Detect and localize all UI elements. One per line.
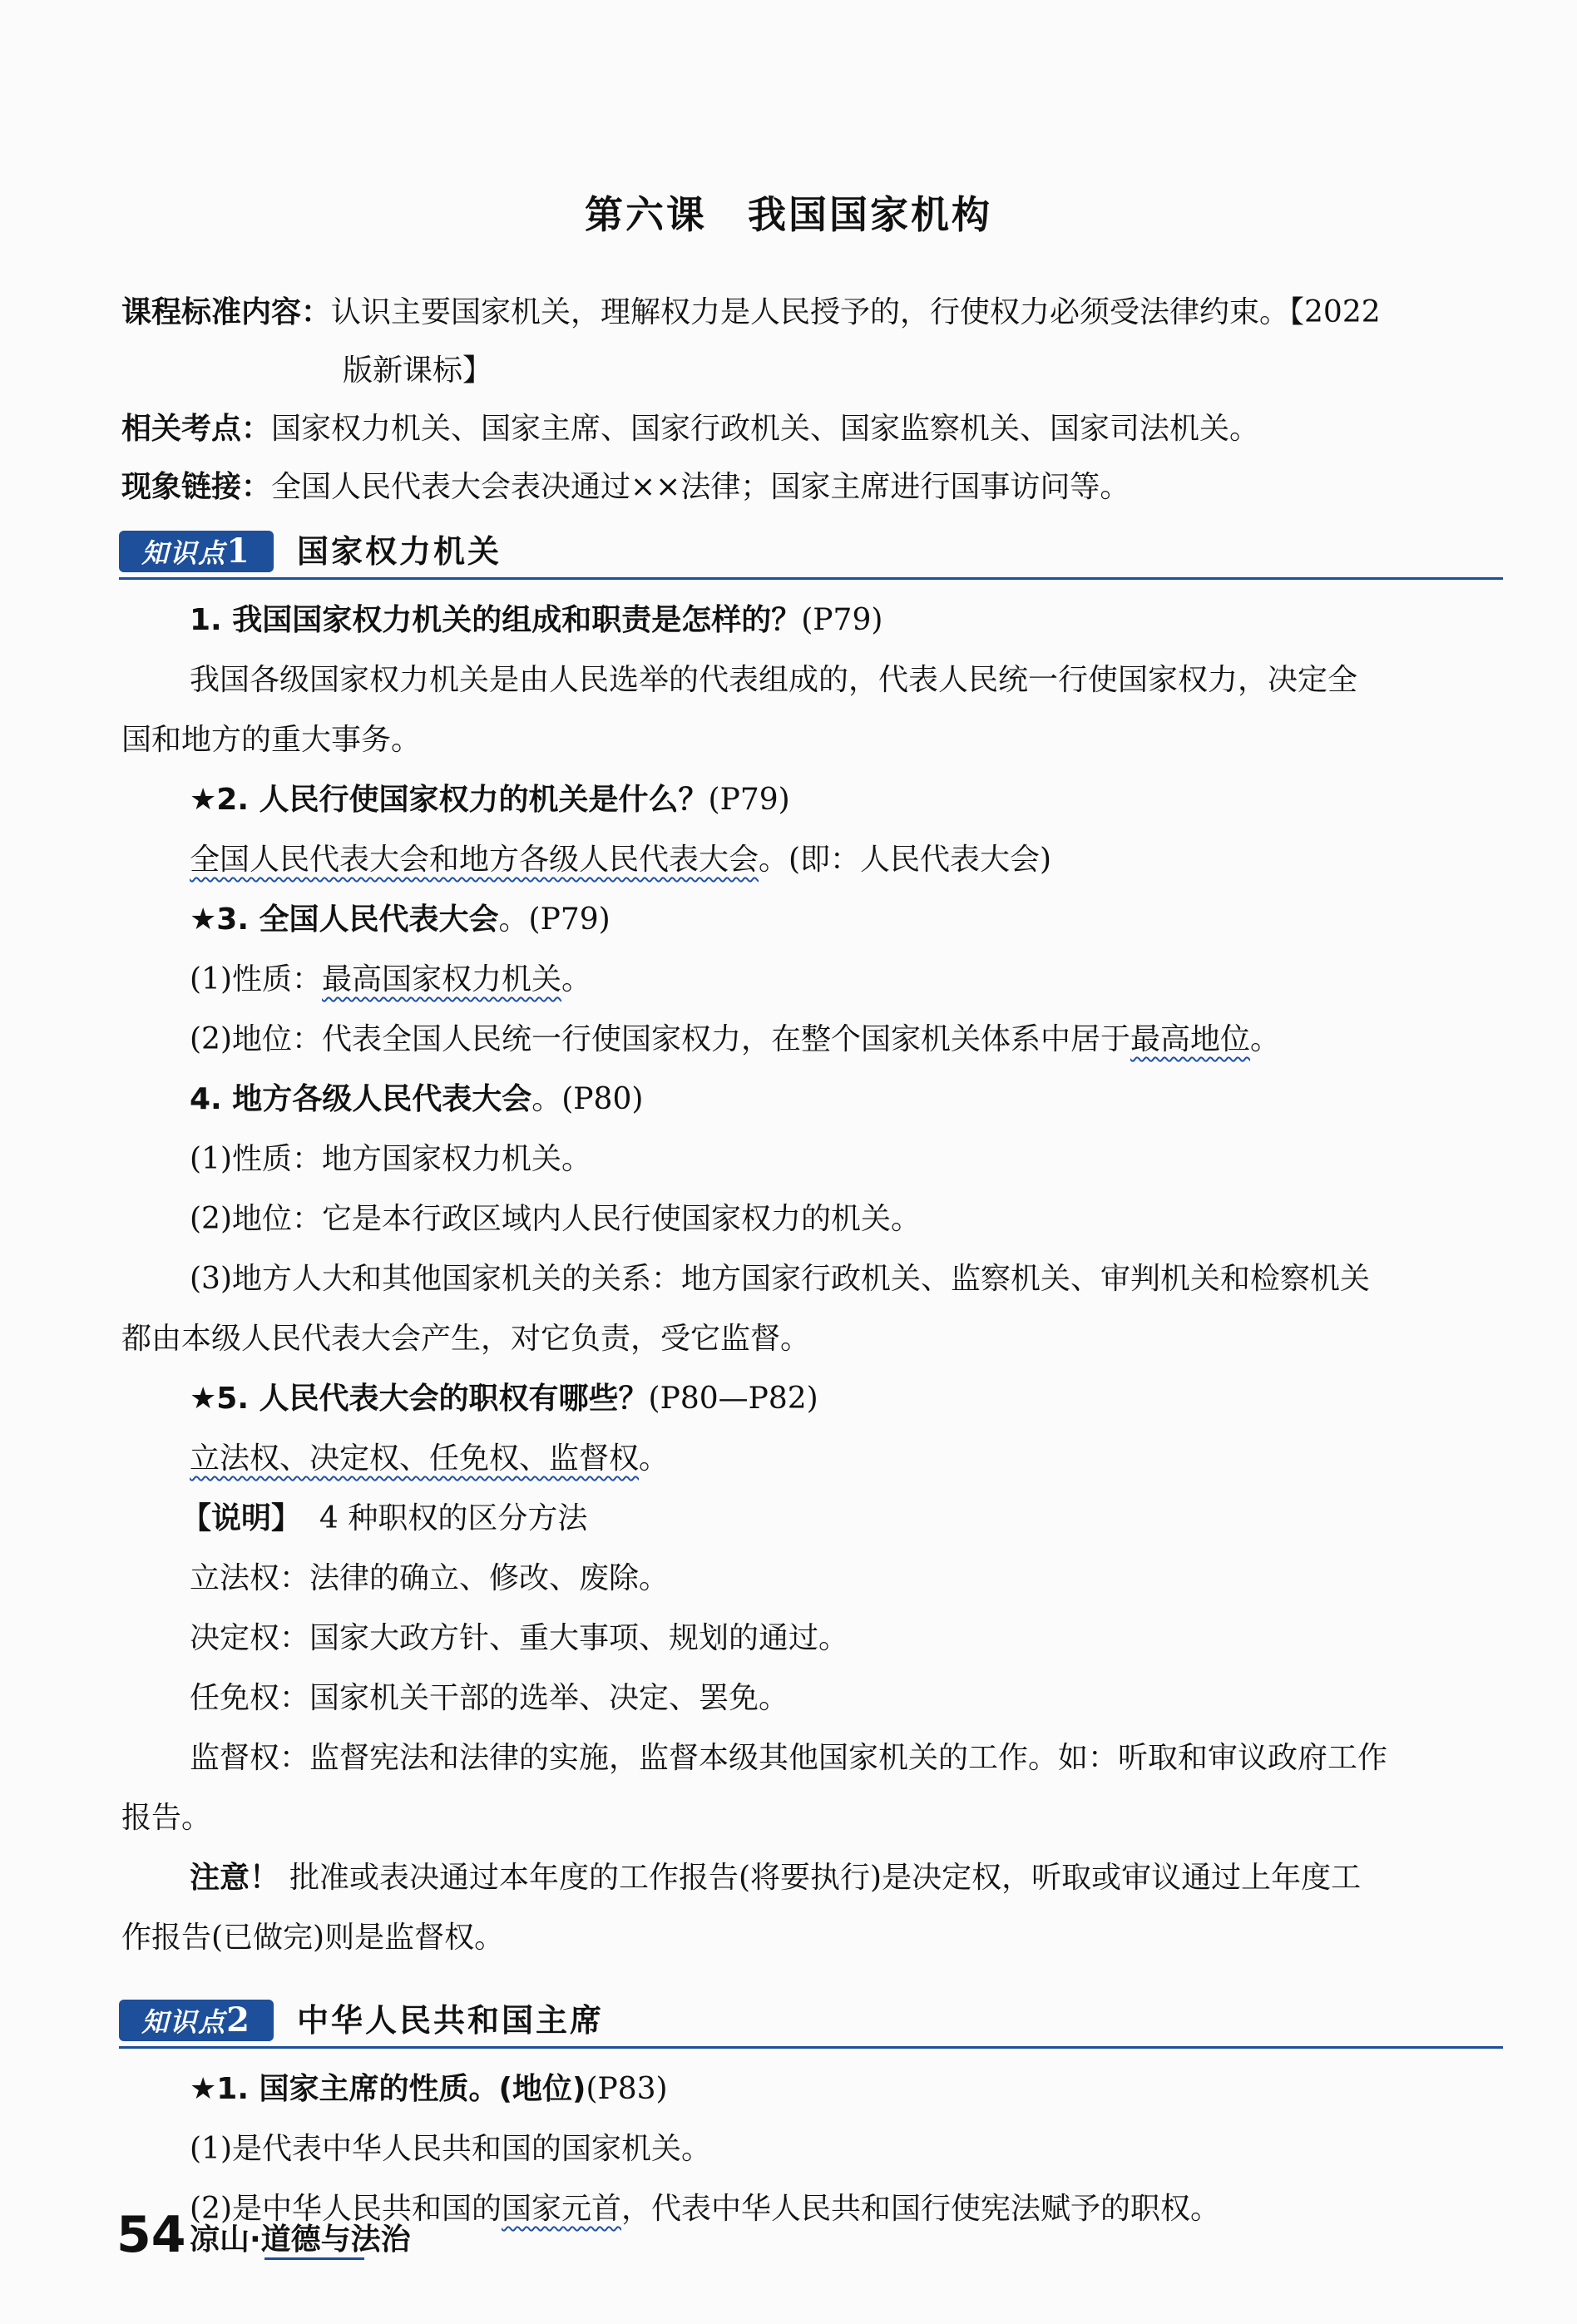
section1-rule [119, 577, 1503, 580]
s1-note: 【说明】 4 种职权的区分方法 [181, 1501, 588, 1535]
s1-a1-line1: 我国各级国家权力机关是由人民选举的代表组成的，代表人民统一行使国家权力，决定全 [190, 663, 1358, 697]
section2-rule [119, 2046, 1503, 2049]
s1-q4: 4. 地方各级人民代表大会。(P80) [190, 1082, 644, 1116]
section2-heading [119, 2000, 1503, 2045]
section1-heading [119, 531, 1503, 576]
footer-underline [264, 2257, 364, 2260]
exam-text: 国家权力机关、国家主席、国家行政机关、国家监察机关、国家司法机关。 [271, 412, 1260, 446]
s1-a3-1: (1)性质：最高国家权力机关。 [190, 962, 592, 996]
exam-line [121, 411, 1259, 447]
link-label: 现象链接： [121, 470, 272, 504]
s1-a4-1: (1)性质：地方国家权力机关。 [190, 1142, 591, 1176]
s2-a1-1: (1)是代表中华人民共和国的国家机关。 [190, 2132, 711, 2166]
link-line [121, 469, 1130, 506]
s2-a1-2: (2)是中华人民共和国的国家元首，代表中华人民共和国行使宪法赋予的职权。 [190, 2192, 1221, 2226]
s1-q3: ★3. 全国人民代表大会。(P79) [190, 902, 611, 937]
s1-attention-line1: 注意！ 批准或表决通过本年度的工作报告(将要执行)是决定权，听取或审议通过上年度工 [190, 1861, 1362, 1895]
s1-a4-3-line1: (3)地方人大和其他国家机关的关系：地方国家行政机关、监察机关、审判机关和检察机关 [190, 1262, 1370, 1296]
s1-note-3: 任免权：国家机关干部的选举、决定、罢免。 [190, 1681, 789, 1715]
s1-a3-2: (2)地位：代表全国人民统一行使国家权力，在整个国家机关体系中居于最高地位。 [190, 1022, 1281, 1056]
s1-q2: ★2. 人民行使国家权力的机关是什么？(P79) [190, 783, 790, 817]
s1-a2: 全国人民代表大会和地方各级人民代表大会。(即：人民代表大会) [190, 843, 1052, 877]
section1-title: 国家权力机关 [297, 533, 502, 570]
section1-badge: 知识点1 [119, 531, 274, 572]
s1-a4-2: (2)地位：它是本行政区域内人民行使国家权力的机关。 [190, 1202, 921, 1236]
s2-q1: ★1. 国家主席的性质。(地位)(P83) [190, 2072, 668, 2106]
s1-a1-line2: 国和地方的重大事务。 [121, 723, 422, 757]
link-text: 全国人民代表大会表决通过××法律；国家主席进行国事访问等。 [271, 470, 1130, 504]
exam-label: 相关考点： [121, 412, 272, 446]
standard-label: 课程标准内容： [121, 295, 332, 329]
s1-note-1: 立法权：法律的确立、修改、废除。 [190, 1561, 670, 1595]
s1-q1: 1. 我国国家权力机关的组成和职责是怎样的？(P79) [190, 603, 883, 637]
s1-attention-line2: 作报告(已做完)则是监督权。 [121, 1921, 505, 1955]
s1-note-4-line1: 监督权：监督宪法和法律的实施，监督本级其他国家机关的工作。如：听取和审议政府工作 [190, 1741, 1388, 1775]
s1-note-2: 决定权：国家大政方针、重大事项、规划的通过。 [190, 1621, 849, 1655]
book-name: 凉山·道德与法治 [190, 2223, 411, 2257]
page-title: 第六课 我国国家机构 [585, 192, 992, 237]
s1-q5: ★5. 人民代表大会的职权有哪些？(P80—P82) [190, 1382, 818, 1416]
s1-a5: 立法权、决定权、任免权、监督权。 [190, 1441, 670, 1476]
section2-title: 中华人民共和国主席 [297, 2002, 605, 2039]
standard-line [121, 294, 1381, 331]
page-number: 54 [116, 2206, 186, 2264]
standard-text-cont: 版新课标】 [343, 354, 493, 388]
section2-badge: 知识点2 [119, 2000, 274, 2041]
s1-note-4-line2: 报告。 [121, 1801, 212, 1835]
standard-text: 认识主要国家机关，理解权力是人民授予的，行使权力必须受法律约束。【2022 [331, 295, 1381, 329]
s1-a4-3-line2: 都由本级人民代表大会产生，对它负责，受它监督。 [121, 1322, 811, 1356]
